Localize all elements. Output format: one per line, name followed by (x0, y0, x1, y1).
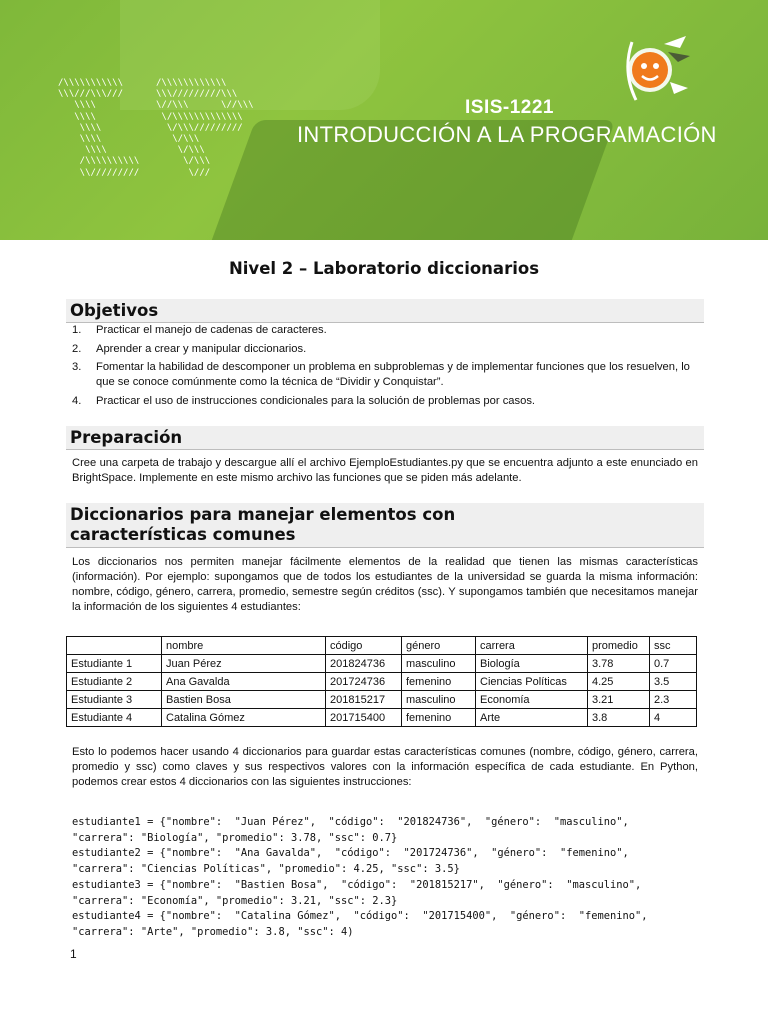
list-item: 4. Practicar el uso de instrucciones condicionales para la solución de problemas por casos. (72, 394, 536, 407)
diccionarios-intro: Los diccionarios nos permiten manejar fácilmente elementos de la realidad que tienen las mismas características (información). Por ejemplo: supongamos que de todos los estudiantes de la universidad se guarda la misma información: nombre, código, género, carrera, promedio, semestre según créditos (ssc). Y supongamos también que necesitamos manejar la información de los siguientes 4 estudiantes: (72, 556, 698, 613)
list-item: 1. Practicar el manejo de cadenas de caracteres. (72, 324, 327, 336)
mascot-logo-icon (612, 22, 692, 112)
page-number: 1 (70, 947, 77, 961)
table-row: Estudiante 3 Bastien Bosa 201815217 masculino Economía 3.21 2.3 (67, 691, 697, 709)
table-row: Estudiante 4 Catalina Gómez 201715400 femenino Arte 3.8 4 (67, 709, 697, 727)
table-row: Estudiante 1 Juan Pérez 201824736 masculino Biología 3.78 0.7 (67, 655, 697, 673)
students-table (66, 636, 697, 727)
objectives-list (72, 323, 702, 412)
section-heading-diccionarios: Diccionarios para manejar elementos con características comunes (66, 503, 704, 548)
section-heading-preparacion: Preparación (66, 426, 704, 450)
table-row: Estudiante 2 Ana Gavalda 201724736 femenino Ciencias Políticas 4.25 3.5 (67, 673, 697, 691)
code-block: estudiante1 = {"nombre": "Juan Pérez", "código": "201824736", "género": "masculino", "carrera": "Biología", "promedio": 3.78, "ssc": 0.7} estudiante2 = {"nombre": "Ana Gavalda", "código": "201724736", "género": "femenino", "carrera": "Ciencias Políticas", "promedio": 4.25, "ssc": 3.5} estudiante3 = {"nombre": "Bastien Bosa", "código": "201815217", "género": "masculino", "carrera": "Economía", "promedio": 3.21, "ssc": 2.3} estudiante4 = {"nombre": "Catalina Gómez", "código": "201715400", "género": "femenino", "carrera": "Arte", "promedio": 3.8, "ssc": 4) (72, 816, 648, 938)
section-heading-objetivos: Objetivos (66, 299, 704, 323)
after-table-text: Esto lo podemos hacer usando 4 diccionarios para guardar estas características comunes (nombre, código, género, carrera, promedio y ssc) como claves y sus respectivos valores con la información específica de cada estudiante. En Python, podemos crear estos 4 diccionarios con las siguientes instrucciones: (72, 746, 698, 788)
header-banner (0, 0, 768, 240)
list-item: 2. Aprender a crear y manipular diccionarios. (72, 342, 307, 355)
page-title: Nivel 2 – Laboratorio diccionarios (228, 259, 540, 278)
course-name: INTRODUCCIÓN A LA PROGRAMACIÓN (297, 122, 717, 147)
list-item: 3. Fomentar la habilidad de descomponer un problema en subproblemas y de implementar funciones que los resuelven, lo que se conoce comúnmente como la técnica de “Dividir y Conquistar”. (72, 361, 690, 388)
table-header-row: nombre código género carrera promedio ssc (67, 637, 697, 655)
ascii-art-left: /\\\\\\\\\\\ \\\///\\\/// \\\\ \\\\ \\\\ \\\\ \\\\ /\\\\\\\\\\ \\///////// (58, 78, 140, 178)
ascii-art-right: /\\\\\\\\\\\\ \\\/////////\\\ \//\\\ \//\\\ \/\\\\\\\\\\\\\ \/\\\///////// \/\\\ \/\\\ \/\\\ \/// (156, 78, 254, 178)
preparacion-text: Cree una carpeta de trabajo y descargue allí el archivo EjemploEstudiantes.py que se encuentra adjunto a este enunciado en BrightSpace. Implemente en este mismo archivo las funciones que se piden más adelante. (72, 457, 698, 484)
course-code: ISIS-1221 (465, 97, 554, 118)
